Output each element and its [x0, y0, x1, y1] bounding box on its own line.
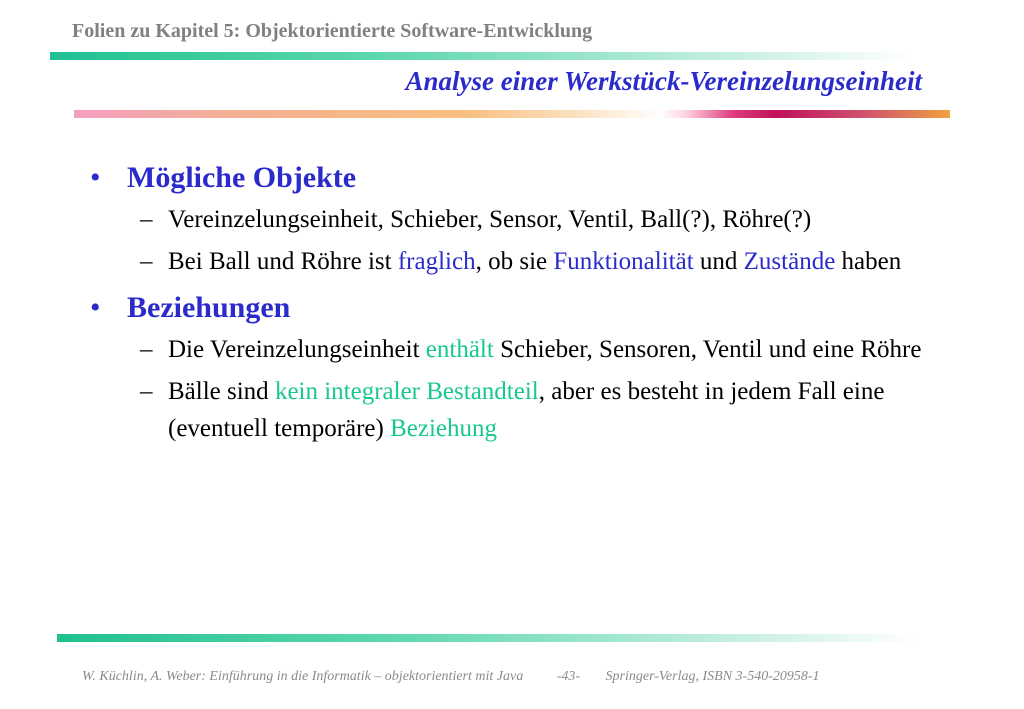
sub-item	[140, 243, 940, 280]
sub-item	[140, 331, 940, 368]
slide-title: Analyse einer Werkstück-Vereinzelungseinheit	[405, 66, 922, 96]
highlight-term: Funktionalität	[553, 248, 694, 275]
sub-item-text: Die Vereinzelungseinheit enthält Schieber, Sensoren, Ventil und eine Röhre	[168, 336, 922, 363]
highlight-term: kein integraler Bestandteil	[274, 378, 539, 405]
sub-item-text: Bälle sind kein integraler Bestandteil, aber es besteht in jedem Fall eine (eventuell temporäre) Beziehung	[168, 378, 885, 442]
chapter-title: Folien zu Kapitel 5: Objektorientierte Software-Entwicklung	[72, 20, 593, 42]
page-number: -43-	[556, 669, 581, 684]
title-divider	[74, 110, 950, 118]
footer	[82, 669, 820, 685]
bullet-mark: •	[90, 291, 101, 324]
footer-publisher: Springer-Verlag, ISBN 3-540-20958-1	[605, 669, 820, 684]
dash-mark: –	[140, 248, 153, 275]
footer-authors: W. Küchlin, A. Weber: Einführung in die Informatik – objektorientiert mit Java	[82, 669, 524, 684]
bullet-objects	[90, 160, 940, 196]
highlight-term: Beziehung	[390, 415, 498, 442]
dash-mark: –	[140, 336, 153, 363]
bullet-label: Beziehungen	[127, 291, 291, 324]
bullet-relations	[90, 290, 940, 326]
sub-item	[140, 201, 940, 238]
top-divider	[50, 52, 910, 60]
bullet-label: Mögliche Objekte	[127, 161, 357, 194]
bullet-mark: •	[90, 161, 101, 194]
dash-mark: –	[140, 378, 153, 405]
highlight-term: enthält	[425, 336, 494, 363]
bottom-divider	[57, 634, 917, 642]
sub-item-text: Bei Ball und Röhre ist fraglich, ob sie Funktionalität und Zustände haben	[168, 248, 902, 275]
dash-mark: –	[140, 206, 153, 233]
highlight-term: Zustände	[743, 248, 836, 275]
highlight-term: fraglich	[397, 248, 476, 275]
slide-content	[90, 150, 940, 447]
sub-item-text: Vereinzelungseinheit, Schieber, Sensor, Ventil, Ball(?), Röhre(?)	[168, 206, 812, 233]
sub-item	[140, 373, 940, 447]
